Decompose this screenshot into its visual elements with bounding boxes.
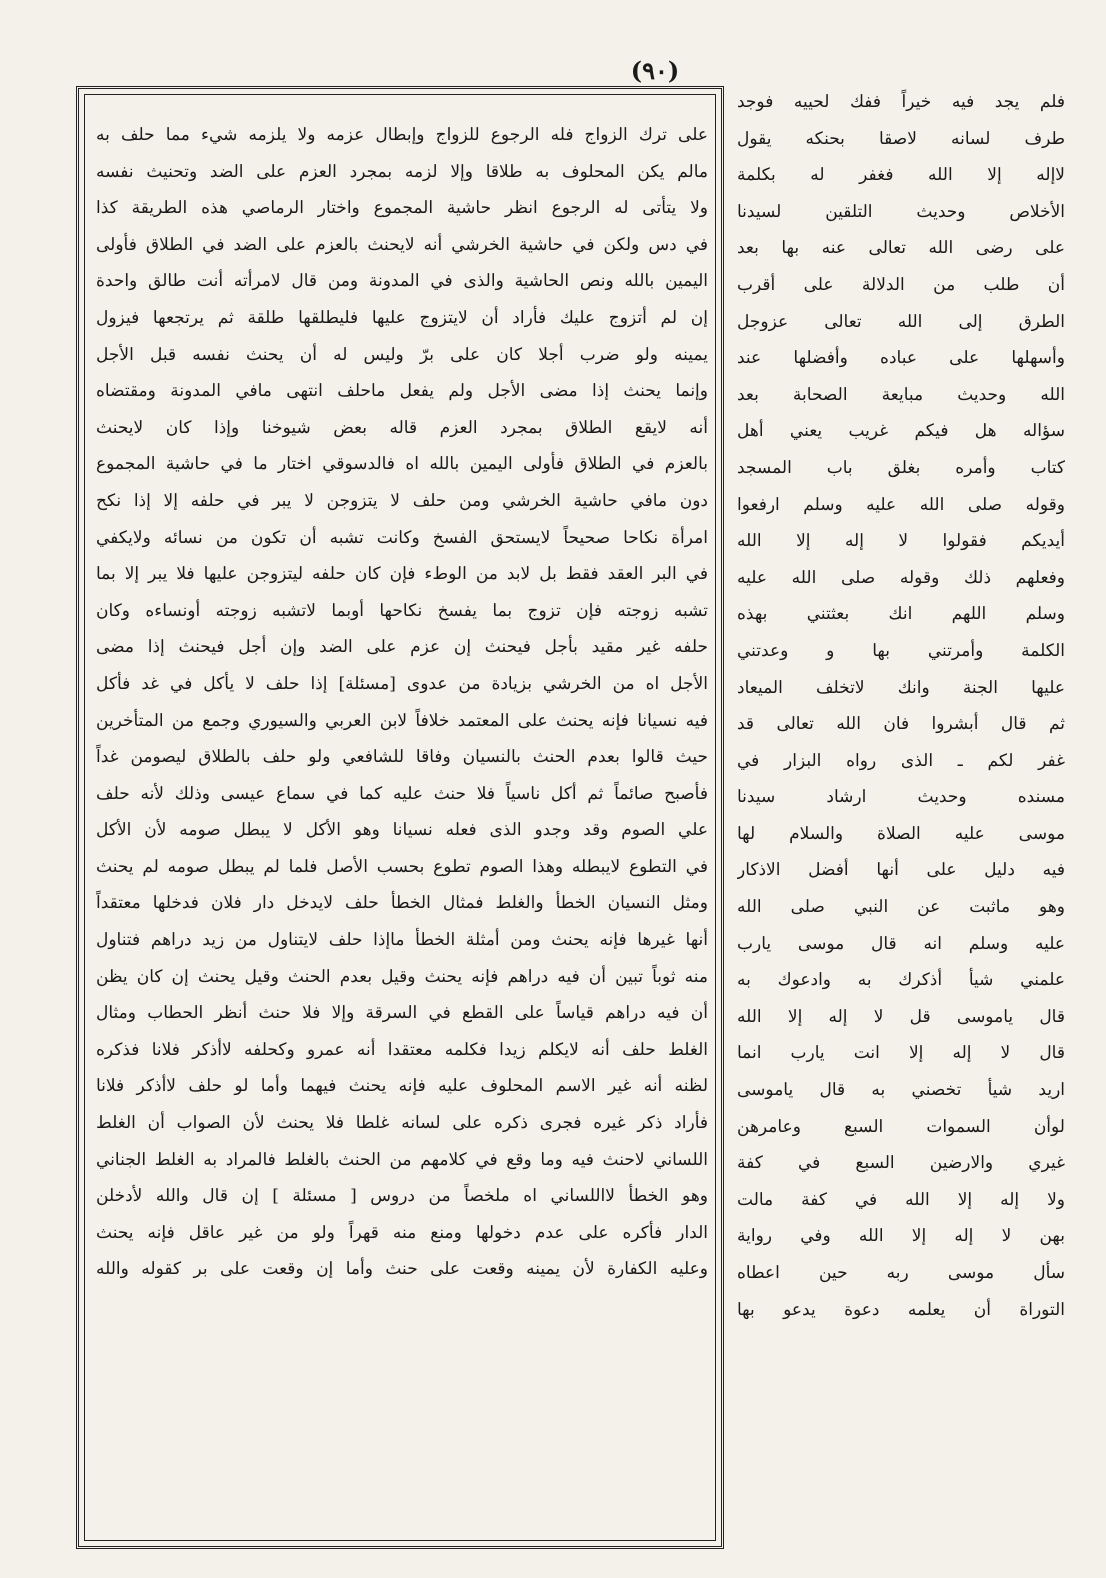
main-text-line: في دس ولكن في حاشية الخرشي أنه لايحنث بالعزم على الضد في الطلاق فأولى [96,234,708,255]
margin-text-line: وهو ماثبت عن النبي صلى الله [737,897,1065,918]
margin-text-line: فلم يجد فيه خيراً ففك لحييه فوجد [737,92,1065,112]
margin-text-line: ولا إله إلا الله في كفة مالت [737,1189,1065,1210]
margin-text-line: فيه دليل على أنها أفضل الاذكار [737,860,1065,881]
main-text-line: أنه لايقع الطلاق بمجرد العزم قاله بعض شيوخنا وإذا كان لايحنث [96,417,708,438]
margin-text-line: الله وحديث مبايعة الصحابة بعد [737,384,1065,405]
main-text-line: الغلط حلف أنه لايكلم زيدا فكلمه معتقدا أنه عمرو وكحلفه لاأذكر فلانا فذكره [96,1039,708,1060]
main-text-line: تشبه زوجته فإن تزوج بما يفسخ نكاحها أوبما لاتشبه زوجته أونساءه وكان [96,600,708,621]
margin-text-line: اريد شيأ تخصني به قال ياموسى [737,1080,1065,1101]
margin-text-line: غفر لكم ـ الذى رواه البزار في [737,750,1065,771]
main-text-line: علي الصوم وقد وجدو الذى فعله نسيانا وهو الأكل لا يبطل صومه لأن الأكل [96,820,708,841]
main-text-line: امرأة نكاحا صحيحاً لايستحق الفسخ وكانت تشبه أن تكون من نسائه ولايكفي [96,527,708,548]
main-text-line: وهو الخطأ لااللساني اه ملخصاً من دروس [ مسئلة ] إن قال والله لأدخلن [96,1186,708,1207]
main-text-line: دون مافي حاشية الخرشي ومن حلف لا يتزوجن لا يبر في حلفه إلا إذا نكح [96,490,708,511]
margin-text-line: عليه وسلم انه قال موسى يارب [737,933,1065,954]
margin-text-line: على رضى الله تعالى عنه بها بعد [737,238,1065,259]
margin-text-line: غيري والارضين السبع في كفة [737,1153,1065,1174]
main-text-line: اللساني لاحنث فيه وما وقع في كلامهم من الحنث بالغلط فالمراد به الغلط الجناني [96,1149,708,1170]
margin-text-line: الطرق إلى الله تعالى عزوجل [737,311,1065,332]
main-text-line: حلفه غير مقيد بأجل فيحنث إن عزم على الضد وإن أجل فيحنث إذا مضى [96,637,708,658]
main-text-line: وعليه الكفارة لأن يمينه وقعت على حنث وأما إن وقعت على بر كقوله والله [96,1259,708,1280]
margin-text-column [737,84,1065,1328]
margin-text-line: التوراة أن يعلمه دعوة يدعو بها [737,1299,1065,1320]
main-text-line: يمينه ولو ضرب أجلا كان على برّ وليس له أن يحنث نفسه قبل الأجل [96,344,708,365]
main-text-line: فأراد ذكر غيره فجرى ذكره على لسانه غلطا فلا يحنث لأن الصواب أن الغلط [96,1113,708,1134]
margin-text-line: لاإله إلا الله فغفر له بكلمة [737,165,1065,186]
main-text-line: فيه نسيانا فإنه يحنث على المعتمد خلافاً لابن العربي والسيوري وجمع من المتأخرين [96,710,708,731]
margin-text-line: وسلم اللهم انك بعثتني بهذه [737,604,1065,625]
margin-text-line: لوأن السموات السبع وعامرهن [737,1116,1065,1137]
main-text-line: الدار فأكره على عدم دخولها ومنع منه قهراً ولو من غير عاقل فإنه يحنث [96,1222,708,1243]
margin-text-line: كتاب وأمره بغلق باب المسجد [737,457,1065,478]
main-text-line: فأصبح صائماً ثم أكل ناسياً فلا حنث عليه كما في سماع عيسى وذلك لأنه حلف [96,783,708,804]
margin-text-line: مسنده وحديث ارشاد سيدنا [737,787,1065,808]
page-number: (٩٠) [630,56,680,85]
margin-text-line: أن طلب من الدلالة على أقرب [737,274,1065,295]
main-text-line: حيث قالوا بعدم الحنث بالنسيان وفاقا للشافعي ولو حلف بالطلاق ليصومن غداً [96,747,708,768]
main-text-line: منه ثوباً تبين أن فيه دراهم فإنه يحنث وقيل بعدم الحنث وقيل يحنث إن كان يظن [96,966,708,987]
margin-text-line: الكلمة وأمرتني بها و وعدتني [737,640,1065,661]
margin-text-line: وقوله صلى الله عليه وسلم ارفعوا [737,494,1065,515]
main-text-line: لظنه أنه غير الاسم المحلوف عليه فإنه يحنث فيهما وأما لو حلف لاأذكر فلانا [96,1076,708,1097]
main-text-line: على ترك الزواج فله الرجوع للزواج وإبطال عزمه ولا يلزمه شيء مما حلف به [96,125,708,145]
margin-text-line: وأسهلها على عباده وأفضلها عند [737,348,1065,369]
main-text-line: أنها غيرها فإنه يحنث ومن أمثلة الخطأ ماإذا حلف لايتناول من زيد دراهم فتناول [96,930,708,951]
margin-text-line: وفعلهم ذلك وقوله صلى الله عليه [737,567,1065,588]
main-text-line: في التطوع لايبطله وهذا الصوم تطوع بحسب الأصل فلما لم يبطل صومه لم يحنث [96,856,708,877]
margin-text-line: عليها الجنة وانك لاتخلف الميعاد [737,677,1065,698]
main-text-line: مالم يكن المحلوف به طلاقا وإلا لزمه بمجرد العزم على الضد وتحنيث نفسه [96,161,708,182]
margin-text-line: موسى عليه الصلاة والسلام لها [737,823,1065,844]
margin-text-line: قال لا إله إلا انت يارب انما [737,1043,1065,1064]
margin-text-line: بهن لا إله إلا الله وفي رواية [737,1226,1065,1247]
main-text-line: أن فيه دراهم قياساً على القطع في السرقة وإلا فلا حنث أنظر الحطاب ومثال [96,1003,708,1024]
margin-text-line: سؤاله هل فيكم غريب يعني أهل [737,421,1065,442]
main-text-line: ولا يتأتى له الرجوع انظر حاشية المجموع واختار الرماصي هذه الطريقة كذا [96,198,708,219]
main-text-line: وإنما يحنث إذا مضى الأجل ولم يفعل ماحلف انتهى مافي المدونة ومقتضاه [96,381,708,402]
main-text-line: إن لم أتزوج عليك فأراد أن لايتزوج عليها فليطلقها طلقة ثم يرتجعها فيزول [96,307,708,328]
main-text-column [96,117,708,1288]
margin-text-line: ثم قال أبشروا فان الله تعالى قد [737,714,1065,735]
margin-text-line: طرف لسانه لاصقا بحنكه يقول [737,128,1065,149]
margin-text-line: الأخلاص وحديث التلقين لسيدنا [737,201,1065,222]
main-text-line: في البر العقد فقط بل لابد من الوطء فإن كان حلفه ليتزوجن عليها فلا يبر إلا بما [96,564,708,585]
margin-text-line: علمني شيأ أذكرك به وادعوك به [737,970,1065,991]
main-text-line: ومثل النسيان الخطأ والغلط فمثال الخطأ حلف لايدخل دار فلان فدخلها معتقداً [96,893,708,914]
margin-text-line: أيديكم فقولوا لا إله إلا الله [737,531,1065,552]
margin-text-line: قال ياموسى قل لا إله إلا الله [737,1006,1065,1027]
margin-text-line: سأل موسى ربه حين اعطاه [737,1263,1065,1283]
main-text-line: الأجل اه من الخرشي بزيادة من عدوى [مسئلة] إذا حلف لا يأكل في غد فأكل [96,673,708,694]
main-text-line: اليمين بالله ونص الحاشية والذى في المدونة ومن قال لامرأته أنت طالق واحدة [96,271,708,292]
main-text-line: بالعزم في الطلاق فأولى اليمين بالله اه فالدسوقي اختار ما في حاشية المجموع [96,454,708,475]
